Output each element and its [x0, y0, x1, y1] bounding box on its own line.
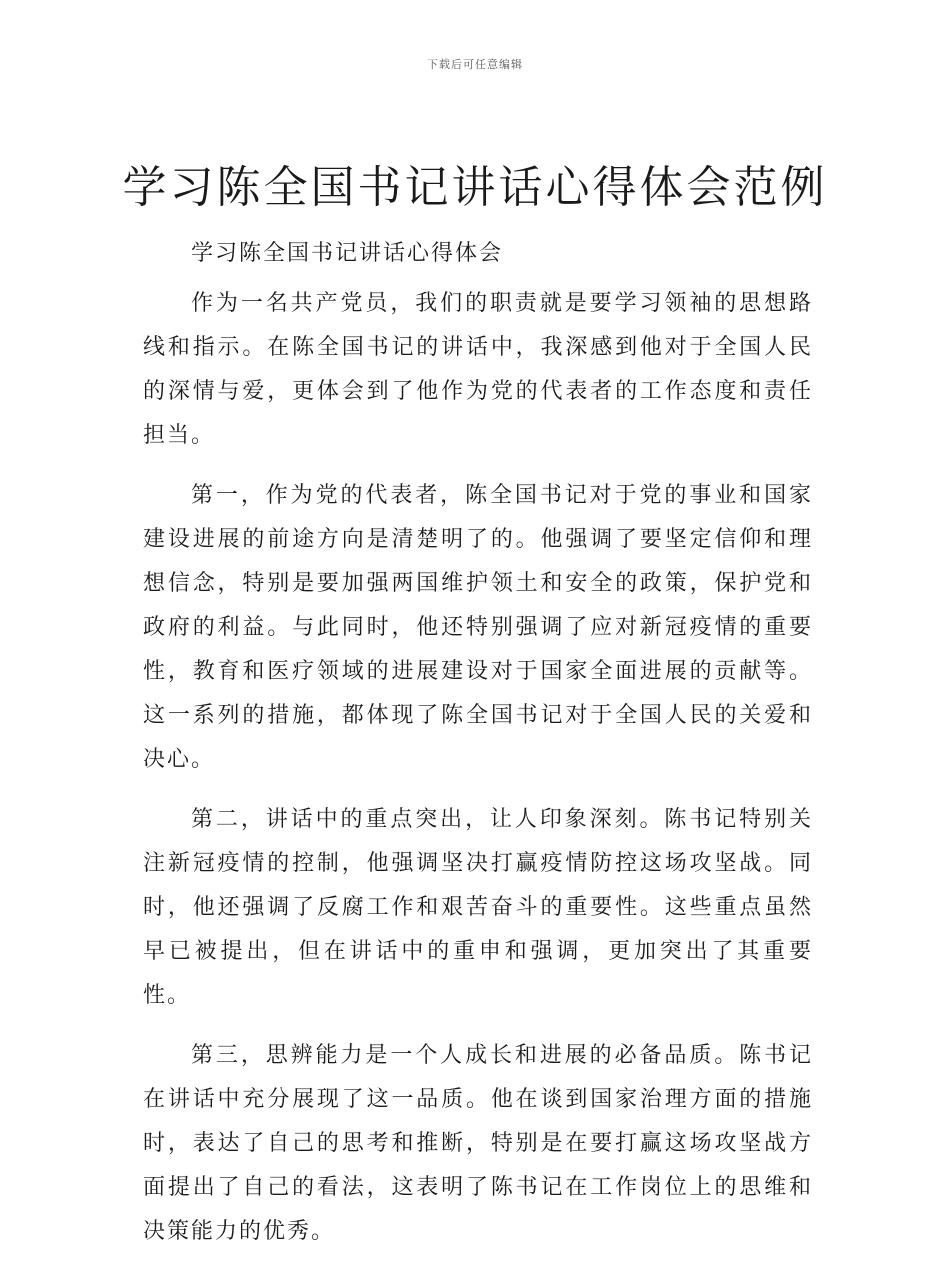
- paragraph-second: 第二，讲话中的重点突出，让人印象深刻。陈书记特别关注新冠疫情的控制，他强调坚决打赢疫情防控这场攻坚战。同时，他还强调了反腐工作和艰苦奋斗的重要性。这些重点虽然早已被提出，但在讲话中的重申和强调，更加突出了其重要性。: [143, 807, 813, 1008]
- document-title: 学习陈全国书记讲话心得体会范例: [122, 162, 828, 213]
- paragraph-third: 第三，思辨能力是一个人成长和进展的必备品质。陈书记在讲话中充分展现了这一品质。他在谈到国家治理方面的措施时，表达了自己的思考和推断，特别是在要打赢这场攻坚战方面提出了自己的看法，这表明了陈书记在工作岗位上的思维和决策能力的优秀。: [143, 1043, 813, 1244]
- header-note: 下载后可任意编辑: [427, 58, 523, 71]
- paragraph-intro: 作为一名共产党员，我们的职责就是要学习领袖的思想路线和指示。在陈全国书记的讲话中，我深感到他对于全国人民的深情与爱，更体会到了他作为党的代表者的工作态度和责任担当。: [143, 291, 813, 448]
- document-subtitle: 学习陈全国书记讲话心得体会: [191, 241, 504, 266]
- paragraph-first: 第一，作为党的代表者，陈全国书记对于党的事业和国家建设进展的前途方向是清楚明了的。他强调了要坚定信仰和理想信念，特别是要加强两国维护领土和安全的政策，保护党和政府的利益。与此同时，他还特别强调了应对新冠疫情的重要性，教育和医疗领域的进展建设对于国家全面进展的贡献等。这一系列的措施，都体现了陈全国书记对于全国人民的关爱和决心。: [143, 483, 813, 772]
- document-body: [143, 232, 813, 1270]
